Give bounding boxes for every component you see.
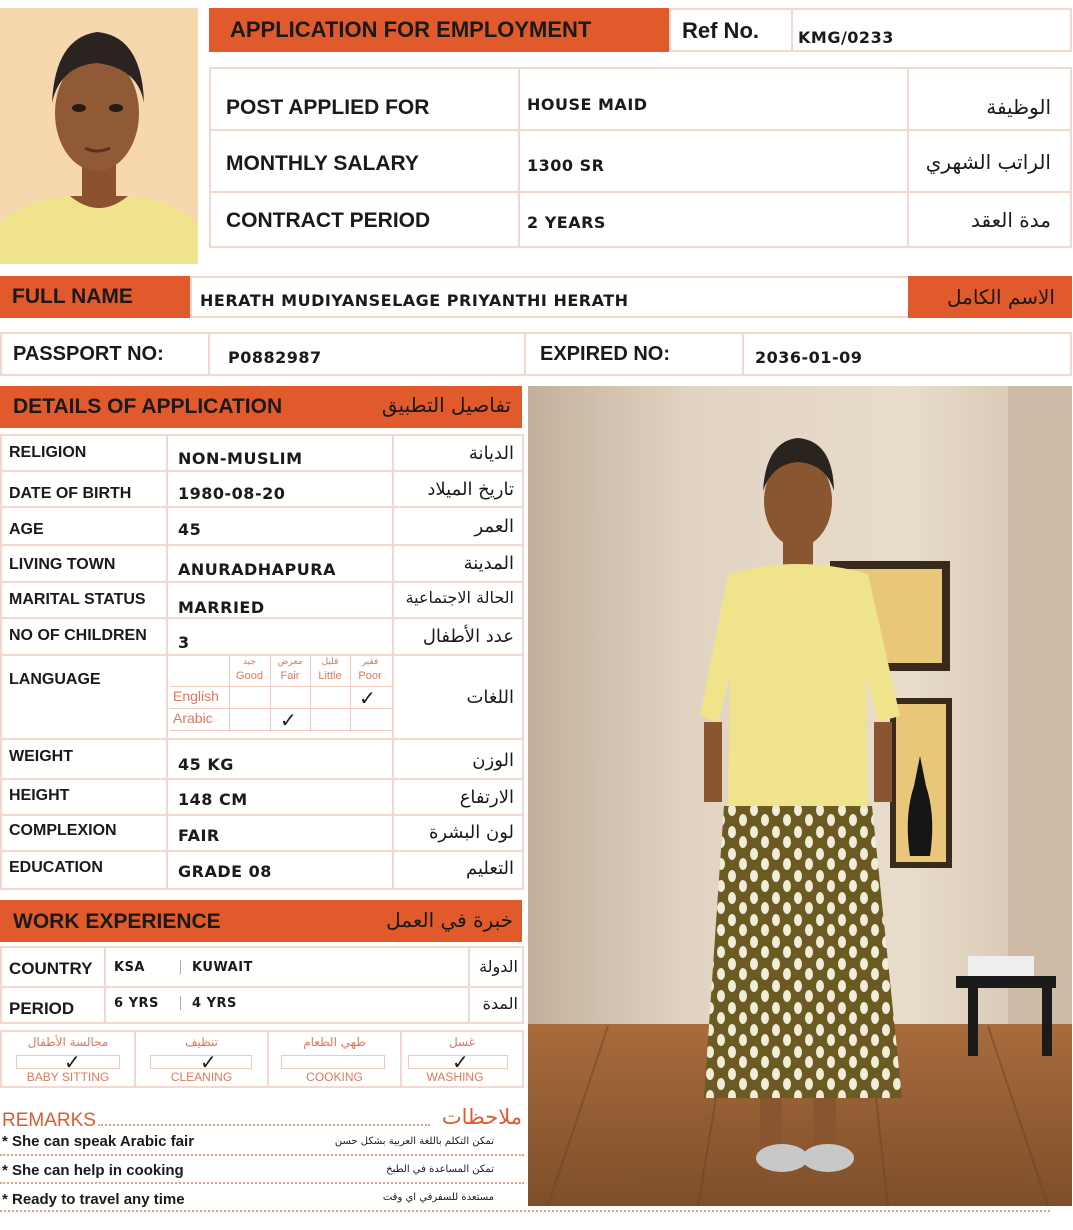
detail-label-religion: RELIGION xyxy=(9,444,87,461)
ref-value: KMG/0233 xyxy=(798,28,894,47)
remark-1-en: * She can speak Arabic fair xyxy=(2,1133,195,1150)
skill-cleaning-check: ✓ xyxy=(200,1050,217,1074)
expired-label: EXPIRED NO: xyxy=(540,343,671,365)
detail-ar-weight: الوزن xyxy=(472,750,514,771)
skill-babysitting-ar: مجالسة الأطفال xyxy=(27,1035,109,1049)
page-title: APPLICATION FOR EMPLOYMENT xyxy=(230,17,592,42)
portrait-photo xyxy=(0,8,198,264)
remark-3-en: * Ready to travel any time xyxy=(2,1191,185,1208)
skill-washing-check: ✓ xyxy=(452,1050,469,1074)
period-ar: المدة xyxy=(482,994,518,1013)
job-value-salary: 1300 SR xyxy=(527,156,605,175)
remark-2-en: * She can help in cooking xyxy=(2,1162,184,1179)
remark-3-ar: مستعدة للسفرفي اي وقت xyxy=(382,1192,494,1203)
detail-label-dob: DATE OF BIRTH xyxy=(9,485,132,502)
detail-ar-age: العمر xyxy=(474,516,514,537)
remarks-label: REMARKS xyxy=(2,1110,96,1131)
level-poor: Poor xyxy=(358,670,382,682)
job-ar-salary: الراتب الشهري xyxy=(925,150,1051,174)
period-label: PERIOD xyxy=(9,999,75,1018)
job-ar-post: الوظيفة xyxy=(986,95,1051,119)
detail-value-dob: 1980-08-20 xyxy=(178,484,286,503)
detail-value-age: 45 xyxy=(178,520,202,539)
work-title: WORK EXPERIENCE xyxy=(13,910,221,933)
detail-value-marital: MARRIED xyxy=(178,598,265,617)
level-fair-ar: معرض xyxy=(277,657,303,667)
country-2: KUWAIT xyxy=(192,960,253,975)
full-name-value: HERATH MUDIYANSELAGE PRIYANTHI HERATH xyxy=(200,291,629,310)
job-label-salary: MONTHLY SALARY xyxy=(226,152,419,175)
job-value-contract: 2 YEARS xyxy=(527,213,606,232)
detail-value-religion: NON-MUSLIM xyxy=(178,449,303,468)
detail-value-complexion: FAIR xyxy=(178,826,220,845)
skill-babysitting-label: BABY SITTING xyxy=(26,1070,110,1084)
detail-ar-marital: الحالة الاجتماعية xyxy=(405,588,514,607)
remark-1-ar: تمكن التكلم باللغة العربية بشكل حسن xyxy=(334,1136,494,1147)
country-label: COUNTRY xyxy=(9,959,93,978)
language-arabic: Arabic xyxy=(173,710,213,726)
job-label-post: POST APPLIED FOR xyxy=(226,96,430,119)
passport-value: P0882987 xyxy=(228,348,322,367)
detail-value-height: 148 CM xyxy=(178,790,248,809)
job-value-post: HOUSE MAID xyxy=(527,95,648,114)
detail-value-weight: 45 KG xyxy=(178,755,234,774)
skill-cooking-label: COOKING xyxy=(306,1070,363,1084)
full-name-ar: الاسم الكامل xyxy=(946,285,1055,309)
level-little-ar: قليل xyxy=(321,657,339,667)
language-english: English xyxy=(173,688,219,704)
arabic-fair-check: ✓ xyxy=(280,708,297,732)
details-title-ar: تفاصيل التطبيق xyxy=(381,393,511,417)
full-length-photo xyxy=(528,386,1072,1206)
language-label: LANGUAGE xyxy=(9,671,101,688)
detail-label-education: EDUCATION xyxy=(9,859,103,876)
level-poor-ar: فقير xyxy=(361,657,379,667)
detail-ar-religion: الديانة xyxy=(468,443,514,464)
language-ar: اللغات xyxy=(466,687,514,708)
detail-value-town: ANURADHAPURA xyxy=(178,560,336,579)
country-ar: الدولة xyxy=(479,957,518,976)
detail-label-town: LIVING TOWN xyxy=(9,556,116,573)
detail-label-weight: WEIGHT xyxy=(9,748,73,765)
skill-babysitting-check: ✓ xyxy=(64,1050,81,1074)
detail-ar-height: الارتفاع xyxy=(459,787,514,808)
passport-label: PASSPORT NO: xyxy=(13,343,164,365)
skill-washing-label: WASHING xyxy=(426,1070,484,1084)
remark-2-ar: تمكن المساعدة في الطبخ xyxy=(386,1164,494,1175)
level-little: Little xyxy=(318,670,342,682)
level-fair: Fair xyxy=(280,670,300,682)
skill-washing xyxy=(402,1032,522,1086)
detail-label-age: AGE xyxy=(9,521,44,538)
ref-label: Ref No. xyxy=(682,18,759,43)
skill-cooking-ar: طهي الطعام xyxy=(303,1035,366,1049)
english-poor-check: ✓ xyxy=(359,686,376,710)
full-name-label: FULL NAME xyxy=(12,285,133,308)
detail-ar-education: التعليم xyxy=(466,858,514,879)
skill-cleaning xyxy=(136,1032,267,1086)
remarks-label-ar: ملاحظات xyxy=(441,1105,522,1129)
details-title: DETAILS OF APPLICATION xyxy=(13,395,283,418)
level-good-ar: جيد xyxy=(242,657,256,667)
work-table xyxy=(0,946,524,1024)
skill-washing-ar: غسل xyxy=(448,1035,476,1049)
level-good: Good xyxy=(236,670,263,682)
period-1: 6 YRS xyxy=(114,996,159,1011)
skill-cleaning-label: CLEANING xyxy=(170,1070,233,1084)
detail-label-complexion: COMPLEXION xyxy=(9,822,117,839)
detail-label-height: HEIGHT xyxy=(9,787,70,804)
job-label-contract: CONTRACT PERIOD xyxy=(226,209,431,232)
skill-babysitting xyxy=(2,1032,134,1086)
expired-value: 2036-01-09 xyxy=(755,348,863,367)
skill-cleaning-ar: تنظيف xyxy=(185,1035,218,1049)
skill-cooking xyxy=(269,1032,400,1086)
detail-value-education: GRADE 08 xyxy=(178,862,272,881)
detail-ar-dob: تاريخ الميلاد xyxy=(427,479,514,500)
job-ar-contract: مدة العقد xyxy=(971,208,1051,232)
detail-label-children: NO OF CHILDREN xyxy=(9,627,147,644)
period-2: 4 YRS xyxy=(192,996,237,1011)
country-1: KSA xyxy=(114,960,145,975)
detail-ar-children: عدد الأطفال xyxy=(422,626,514,647)
detail-ar-town: المدينة xyxy=(463,553,514,574)
detail-value-children: 3 xyxy=(178,633,190,652)
language-grid xyxy=(170,656,392,736)
detail-label-marital: MARITAL STATUS xyxy=(9,591,146,608)
work-title-ar: خبرة في العمل xyxy=(386,908,513,932)
detail-ar-complexion: لون البشرة xyxy=(428,822,514,843)
